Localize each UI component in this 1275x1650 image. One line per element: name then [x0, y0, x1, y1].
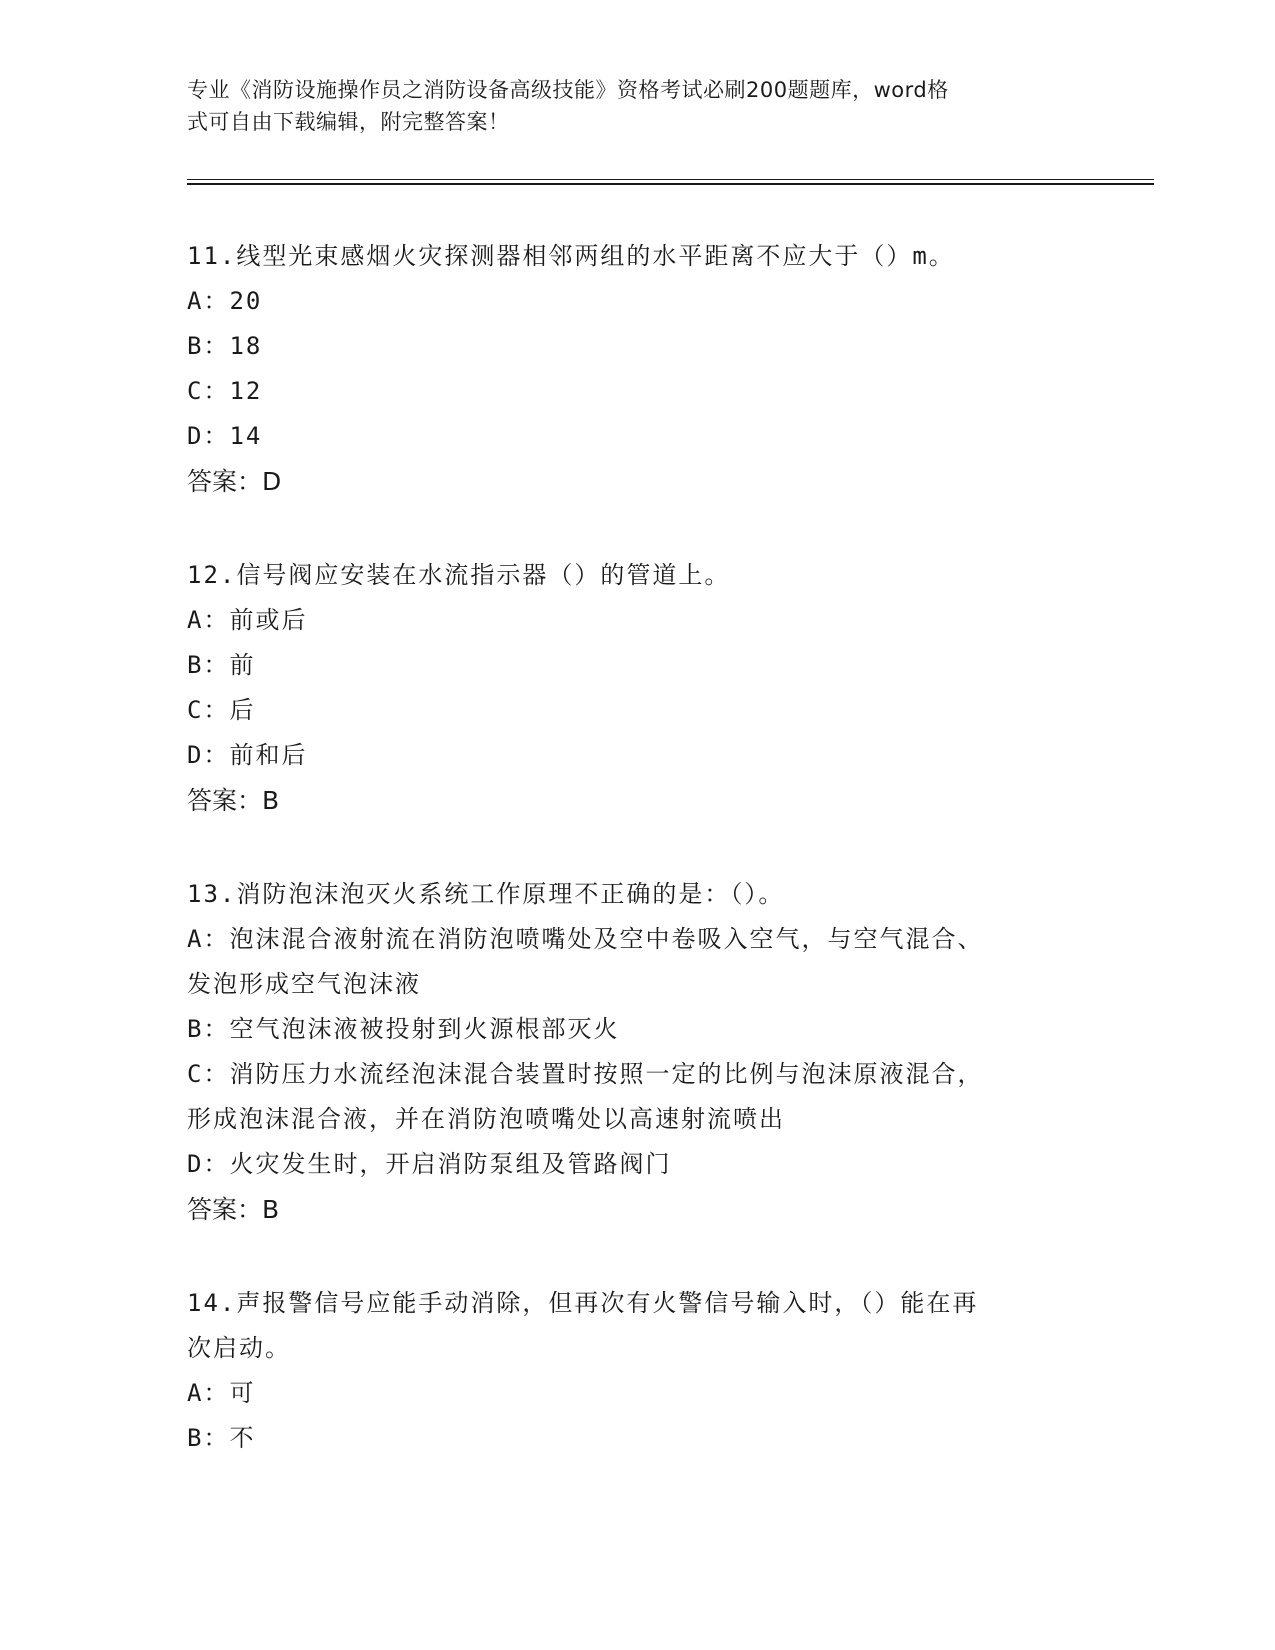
option-b: B：前 — [187, 651, 256, 679]
question-12 — [187, 553, 1087, 823]
option-d: D：前和后 — [187, 741, 308, 769]
option-a: A：可 — [187, 1379, 256, 1407]
option-c-continued: 形成泡沫混合液，并在消防泡喷嘴处以高速射流喷出 — [187, 1105, 785, 1133]
option-d: D：14 — [187, 422, 263, 450]
header-text-line: 专业《消防设施操作员之消防设备高级技能》资格考试必刷200题题库，word格 — [187, 78, 949, 102]
document-header — [187, 74, 1077, 138]
question-stem-continued: 次启动。 — [187, 1334, 291, 1362]
header-text-line: 式可自由下载编辑，附完整答案！ — [187, 110, 510, 134]
header-divider — [187, 183, 1154, 185]
option-b: B：不 — [187, 1424, 256, 1452]
answer-line: 答案：B — [187, 786, 280, 815]
option-a: A：泡沫混合液射流在消防泡喷嘴处及空中卷吸入空气，与空气混合、 — [187, 925, 984, 953]
question-stem: 11.线型光束感烟火灾探测器相邻两组的水平距离不应大于（）m。 — [187, 242, 955, 270]
option-a: A：20 — [187, 287, 263, 315]
question-13 — [187, 872, 1087, 1232]
question-stem: 14.声报警信号应能手动消除，但再次有火警信号输入时，（）能在再 — [187, 1289, 979, 1317]
question-14 — [187, 1281, 1087, 1461]
question-stem: 12.信号阀应安装在水流指示器（）的管道上。 — [187, 561, 731, 589]
option-c: C：消防压力水流经泡沫混合装置时按照一定的比例与泡沫原液混合， — [187, 1060, 984, 1088]
header-divider — [187, 179, 1154, 180]
option-b: B：18 — [187, 332, 263, 360]
option-c: C：后 — [187, 696, 256, 724]
question-11 — [187, 234, 1087, 504]
answer-line: 答案：D — [187, 467, 282, 496]
question-stem: 13.消防泡沫泡灭火系统工作原理不正确的是：（）。 — [187, 880, 785, 908]
option-a: A：前或后 — [187, 606, 308, 634]
option-c: C：12 — [187, 377, 263, 405]
option-d: D：火灾发生时，开启消防泵组及管路阀门 — [187, 1150, 672, 1178]
answer-line: 答案：B — [187, 1195, 280, 1224]
option-b: B：空气泡沫液被投射到火源根部灭火 — [187, 1015, 620, 1043]
option-a-continued: 发泡形成空气泡沫液 — [187, 970, 421, 998]
